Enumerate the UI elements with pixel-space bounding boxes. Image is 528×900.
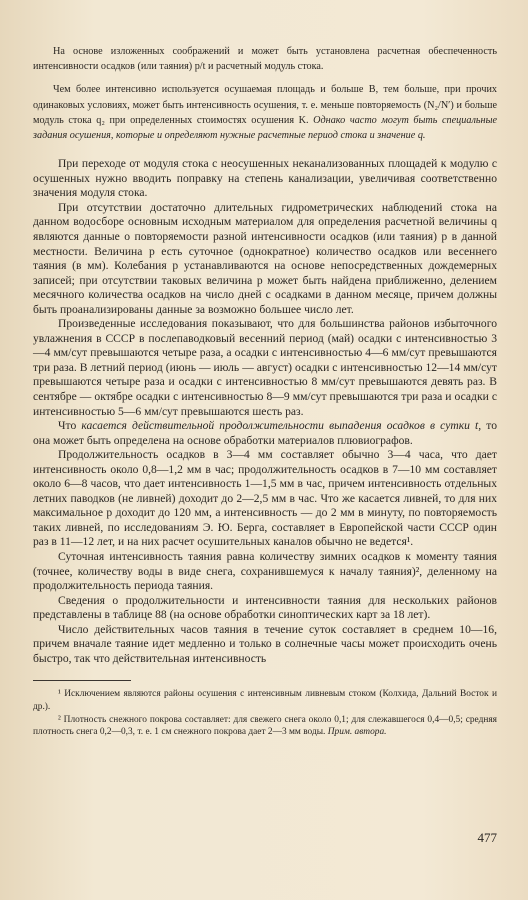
footnote: ² Плотность снежного покрова составляет: для свежего снега около 0,1; для слежавшегося 0,4—0,5; средняя плотность снега 0,2—0,3, т. е. 1 см снежного покрова дает 2—3 мм воды. Прим. автора. — [33, 714, 497, 738]
page-content — [33, 44, 497, 739]
paragraph: При переходе от модуля стока с неосушенных неканализованных площадей к модулю с осушенных нужно вводить поправку на степень канализации, увеличивая соответственно значения модуля стока. — [33, 157, 497, 200]
paragraph: Число действительных часов таяния в течение суток составляет в среднем 10—16, причем вначале таяние идет медленно и только в солнечные часы может происходить очень быстро, так что действительная интенсивность — [33, 622, 497, 665]
footnote-separator — [33, 680, 131, 681]
paragraph: Продолжительность осадков в 3—4 мм составляет обычно 3—4 часа, что дает интенсивность около 0,8—1,2 мм в час; продолжительность осадков в 7—10 мм составляет около 6—8 часов, что дает интенсивность 1—1,5 мм в час, причем интенсивность отдельных летних паводков (не ливней) доходит до 2—2,5 мм в час. Что же касается ливней, то для них максимальное p доходит до 120 мм, а интенсивность — до 2 мм в минуту, по повторяемость таких ливней, по исследованиям Э. Ю. Берга, составляет в Европейской части СССР один раз в 11—12 лет, и на них расчет осушительных каналов обычно не ведется¹. — [33, 448, 497, 549]
paragraph-italic: касается действительной продолжительности выпадения осадков в сутки t, — [81, 419, 482, 433]
paragraph: Суточная интенсивность таяния равна количеству зимних осадков к моменту таяния (точнее, количеству воды в виде снега, сохранившемуся к началу таяния)², деленному на продолжительность периода таяния. — [33, 549, 497, 593]
footnote-author-note: Прим. автора. — [327, 727, 387, 738]
footnote: ¹ Исключением являются районы осушения с интенсивным ливневым стоком (Колхида, Дальний Восток и др.). — [33, 689, 497, 712]
paragraph: При отсутствии достаточно длительных гидрометрических наблюдений стока на данном водосборе основным исходным материалом для определения расчетной величины q являются данные о повторяемости разной интенсивности осадков (или таяния) p в данной местности. Величина p есть суточное (однократное) количество осадков или весеннего таяния (в мм). Колебания p устанавливаются на основе непосредственных дождемерных записей; при отсутствии таковых величина p может быть найдена приближенно, делением месячного количества осадков на число дней с осадками в данном месяце, причем должны быть проанализированы данные за возможно большее число лет. — [33, 200, 497, 316]
small-paragraph-italic: Однако часто могут быть специальные задания осушения, которые и определяют нужные расчетные период стока и значение q. — [33, 114, 497, 142]
paragraph: Сведения о продолжительности и интенсивности таяния для нескольких районов представлены в таблице 88 (на основе обработки синоптических карт за 18 лет). — [33, 593, 497, 622]
formula-intro: На основе изложенных соображений и может быть установлена расчетная обеспеченность интенсивности осадков (или таяния) p/t и расчетный модуль стока. — [33, 46, 497, 73]
small-paragraph: Чем более интенсивно используется осушаемая площадь и больше B, тем больше, при прочих одинаковых условиях, может быть интенсивность осушения, т. е. меньше повторяемость (N₂/N′) и больше модуль стока q₂ при определенных стоимостях осушения K. Однако часто могут быть специальные задания осушения, которые и определяют нужные расчетные период стока и значение q. — [33, 84, 497, 142]
page-number: 477 — [477, 830, 497, 845]
paragraph: Произведенные исследования показывают, что для большинства районов избыточного увлажнения в СССР в послепаводковый весенний период (май) осадки с интенсивностью 3—4 мм/сут превышаются четыре раза, а осадки с интенсивностью 4—6 мм/сут превышаются три раза. В летний период (июнь — июль — август) осадки с интенсивностью 12—14 мм/сут превышаются четыре раза и осадки с интенсивностью 8 мм/сут превышаются девять раз. В сентябре — октябре осадки с интенсивностью 8—9 мм/сут превышаются три раза и осадки с интенсивностью 5—6 мм/сут превышаются шесть раз. — [33, 317, 497, 418]
paragraph: Что касается действительной продолжительности выпадения осадков в сутки t, то она может быть определена на основе обработки материалов плювиографов. — [33, 419, 498, 447]
